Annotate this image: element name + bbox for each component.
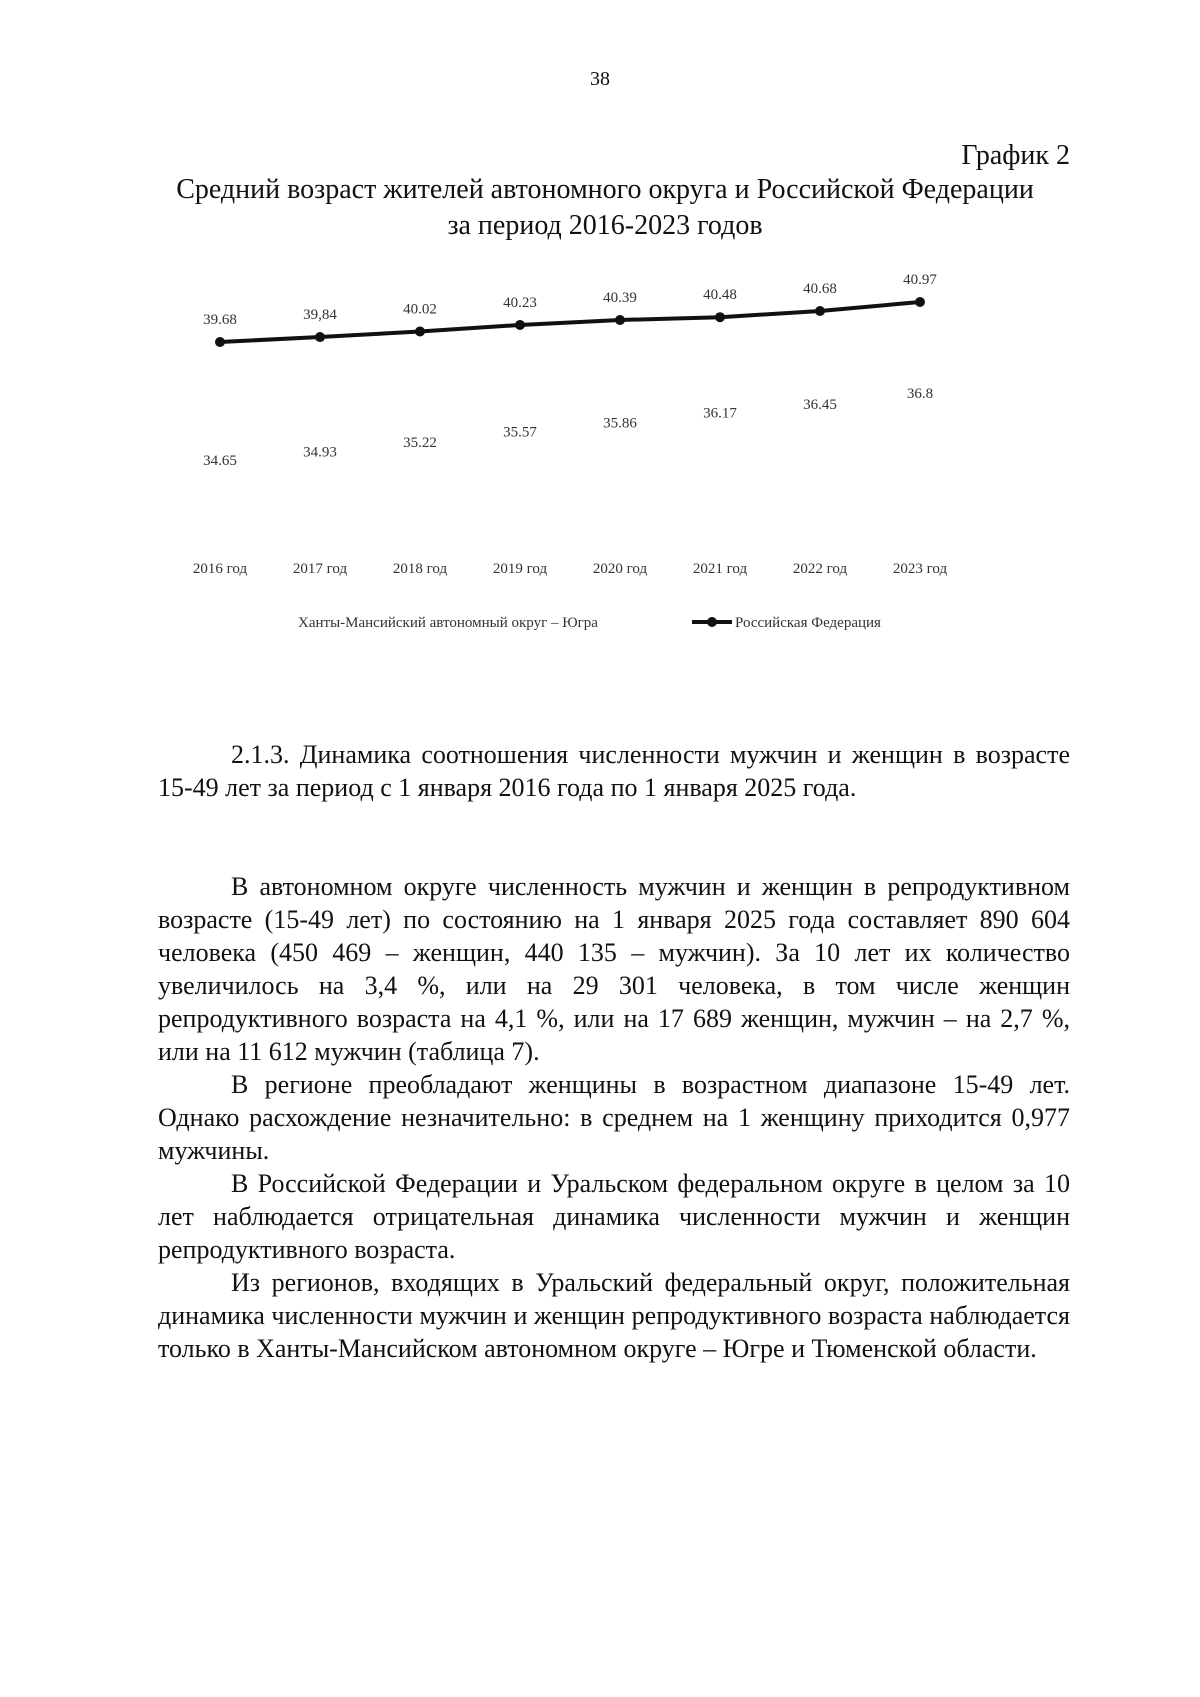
region-data-label: 35.22 xyxy=(403,435,437,452)
rf-data-point xyxy=(815,306,825,316)
region-data-label: 36.8 xyxy=(906,386,934,402)
x-tick-label: 2016 год xyxy=(192,561,248,577)
body-paragraphs xyxy=(158,870,1070,1365)
rf-data-point xyxy=(715,312,725,322)
average-age-line-chart xyxy=(150,260,1050,650)
region-data-label: 35.86 xyxy=(603,415,637,432)
region-data-label: 34.93 xyxy=(303,444,337,461)
rf-data-label: 40.48 xyxy=(703,287,737,304)
rf-data-label: 40.02 xyxy=(403,301,437,318)
x-tick-label: 2020 год xyxy=(592,561,648,577)
page-number: 38 xyxy=(590,68,610,90)
region-data-label: 36.17 xyxy=(703,405,737,422)
rf-data-label: 40.97 xyxy=(903,272,937,288)
paragraph-2: В регионе преобладают женщины в возрастном диапазоне 15-49 лет. Однако расхождение незначительно: в среднем на 1 женщину приходится 0,977 мужчины. xyxy=(158,1070,1070,1165)
paragraph-4: Из регионов, входящих в Уральский федеральный округ, положительная динамика численности мужчин и женщин репродуктивного возраста наблюдается только в Ханты-Мансийском автономном округе – Югре и Тюменской области. xyxy=(158,1268,1070,1363)
chart-title-line-2: за период 2016-2023 годов xyxy=(447,210,763,241)
x-tick-label: 2022 год xyxy=(792,561,848,577)
chart-label: График 2 xyxy=(961,140,1070,171)
chart-title xyxy=(140,172,1070,244)
rf-data-point xyxy=(415,326,425,336)
rf-data-label: 39,84 xyxy=(303,307,337,324)
rf-data-point xyxy=(615,315,625,325)
region-data-label: 35.57 xyxy=(503,424,537,441)
legend-label-region: Ханты-Мансийский автономный округ – Югра xyxy=(298,615,598,631)
region-data-label: 36.45 xyxy=(803,396,837,413)
legend-marker-rf xyxy=(707,617,717,627)
paragraph-1: В автономном округе численность мужчин и женщин в репродуктивном возрасте (15-49 лет) по состоянию на 1 января 2025 года составляет 890 604 человека (450 469 – женщин, 440 135 – мужчин). За 10 лет их количество увеличилось на 3,4 %, или на 29 301 человека, в том числе женщин репродуктивного возраста на 4,1 %, или на 17 689 женщин, мужчин – на 2,7 %, или на 11 612 мужчин (таблица 7). xyxy=(158,872,1070,1066)
rf-data-point xyxy=(915,297,925,307)
rf-data-point xyxy=(215,337,225,347)
x-tick-label: 2023 год xyxy=(892,561,948,577)
section-heading xyxy=(158,738,1070,804)
x-tick-label: 2019 год xyxy=(492,561,548,577)
rf-data-label: 40.68 xyxy=(803,280,837,297)
chart-title-line-1: Средний возраст жителей автономного округа и Российской Федерации xyxy=(176,174,1034,205)
rf-data-label: 40.39 xyxy=(603,289,637,306)
rf-data-point xyxy=(515,320,525,330)
x-tick-label: 2018 год xyxy=(392,561,448,577)
paragraph-3: В Российской Федерации и Уральском федеральном округе в целом за 10 лет наблюдается отрицательная динамика численности мужчин и женщин репродуктивного возраста. xyxy=(158,1169,1070,1264)
region-data-label: 34.65 xyxy=(203,453,237,469)
legend-label-rf: Российская Федерация xyxy=(735,615,881,631)
x-tick-label: 2021 год xyxy=(692,561,748,577)
rf-data-point xyxy=(315,332,325,342)
rf-data-label: 40.23 xyxy=(503,294,537,311)
section-heading-text: 2.1.3. Динамика соотношения численности мужчин и женщин в возрасте 15-49 лет за период с 1 января 2016 года по 1 января 2025 года. xyxy=(158,740,1070,802)
x-tick-label: 2017 год xyxy=(292,561,348,577)
rf-data-label: 39.68 xyxy=(203,312,237,328)
